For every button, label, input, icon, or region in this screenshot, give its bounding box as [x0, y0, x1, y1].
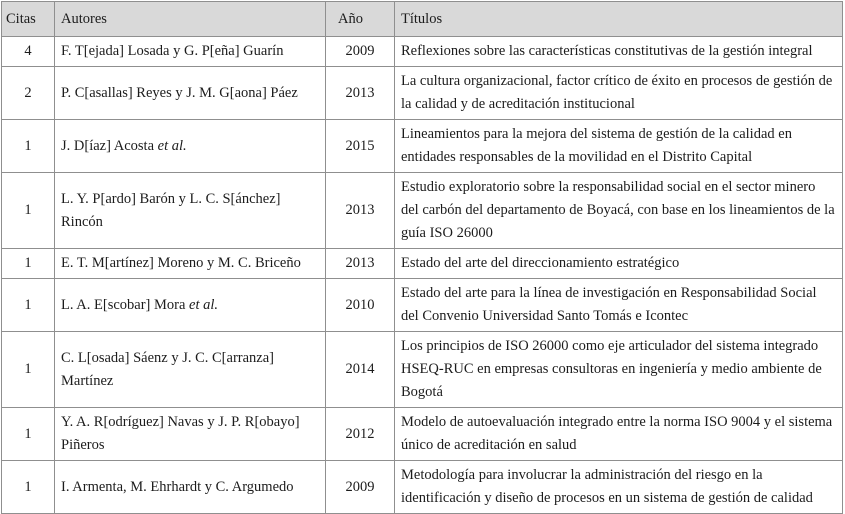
- author-etal: et al.: [189, 296, 219, 313]
- author-names: C. L[osada] Sáenz y J. C. C[arranza] Martínez: [61, 349, 274, 389]
- cell-ano: 2015: [326, 120, 395, 173]
- cell-titulo: La cultura organizacional, factor crítico de éxito en procesos de gestión de la calidad y de acreditación institucional: [395, 67, 843, 120]
- cell-ano: 2014: [326, 332, 395, 408]
- cell-citas: 4: [2, 37, 55, 67]
- author-names: I. Armenta, M. Ehrhardt y C. Argumedo: [61, 478, 294, 495]
- table-row: [2, 408, 843, 461]
- citations-table-container: [1, 1, 843, 514]
- citations-table: [1, 1, 843, 514]
- cell-titulo: Lineamientos para la mejora del sistema de gestión de la calidad en entidades responsables de la movilidad en el Distrito Capital: [395, 120, 843, 173]
- author-names: F. T[ejada] Losada y G. P[eña] Guarín: [61, 43, 284, 59]
- cell-titulo: Los principios de ISO 26000 como eje articulador del sistema integrado HSEQ-RUC en empresas consultoras en ingeniería y medio ambiente de Bogotá: [395, 332, 843, 408]
- table-row: [2, 120, 843, 173]
- cell-ano: 2013: [326, 249, 395, 279]
- cell-ano: 2010: [326, 279, 395, 332]
- cell-citas: 1: [2, 461, 55, 514]
- cell-citas: 1: [2, 249, 55, 279]
- cell-titulo: Reflexiones sobre las características constitutivas de la gestión integral: [395, 37, 843, 67]
- author-names: L. A. E[scobar] Mora: [61, 296, 190, 313]
- cell-autores: [55, 408, 326, 461]
- cell-ano: 2013: [326, 67, 395, 120]
- table-row: [2, 279, 843, 332]
- cell-citas: 1: [2, 173, 55, 249]
- cell-autores: [55, 37, 326, 67]
- cell-titulo: Estado del arte del direccionamiento estratégico: [395, 249, 843, 279]
- author-names: J. D[íaz] Acosta: [61, 137, 158, 154]
- table-row: [2, 249, 843, 279]
- cell-autores: [55, 120, 326, 173]
- cell-citas: 2: [2, 67, 55, 120]
- table-row: [2, 461, 843, 514]
- cell-citas: 1: [2, 332, 55, 408]
- header-ano: Año: [326, 2, 395, 37]
- cell-ano: 2009: [326, 461, 395, 514]
- cell-ano: 2009: [326, 37, 395, 67]
- table-row: [2, 37, 843, 67]
- table-row: [2, 332, 843, 408]
- cell-autores: [55, 67, 326, 120]
- cell-titulo: Modelo de autoevaluación integrado entre la norma ISO 9004 y el sistema único de acreditación en salud: [395, 408, 843, 461]
- cell-autores: [55, 173, 326, 249]
- cell-titulo: Estudio exploratorio sobre la responsabilidad social en el sector minero del carbón del departamento de Boyacá, con base en los lineamientos de la guía ISO 26000: [395, 173, 843, 249]
- author-names: L. Y. P[ardo] Barón y L. C. S[ánchez] Rincón: [61, 190, 281, 230]
- cell-titulo: Estado del arte para la línea de investigación en Responsabilidad Social del Convenio Universidad Santo Tomás e Icontec: [395, 279, 843, 332]
- cell-citas: 1: [2, 120, 55, 173]
- cell-ano: 2012: [326, 408, 395, 461]
- table-header-row: [2, 2, 843, 37]
- cell-citas: 1: [2, 408, 55, 461]
- cell-citas: 1: [2, 279, 55, 332]
- cell-titulo: Metodología para involucrar la administración del riesgo en la identificación y diseño de procesos en un sistema de gestión de calidad: [395, 461, 843, 514]
- author-names: P. C[asallas] Reyes y J. M. G[aona] Páez: [61, 84, 298, 101]
- table-row: [2, 173, 843, 249]
- cell-autores: [55, 461, 326, 514]
- header-autores: Autores: [55, 2, 326, 37]
- author-names: Y. A. R[odríguez] Navas y J. P. R[obayo] Piñeros: [61, 414, 300, 453]
- table-row: [2, 67, 843, 120]
- header-titulos: Títulos: [395, 2, 843, 37]
- cell-autores: [55, 279, 326, 332]
- author-etal: et al.: [157, 137, 187, 154]
- cell-ano: 2013: [326, 173, 395, 249]
- author-names: E. T. M[artínez] Moreno y M. C. Briceño: [61, 255, 301, 271]
- cell-autores: [55, 249, 326, 279]
- cell-autores: [55, 332, 326, 408]
- header-citas: Citas: [2, 2, 55, 37]
